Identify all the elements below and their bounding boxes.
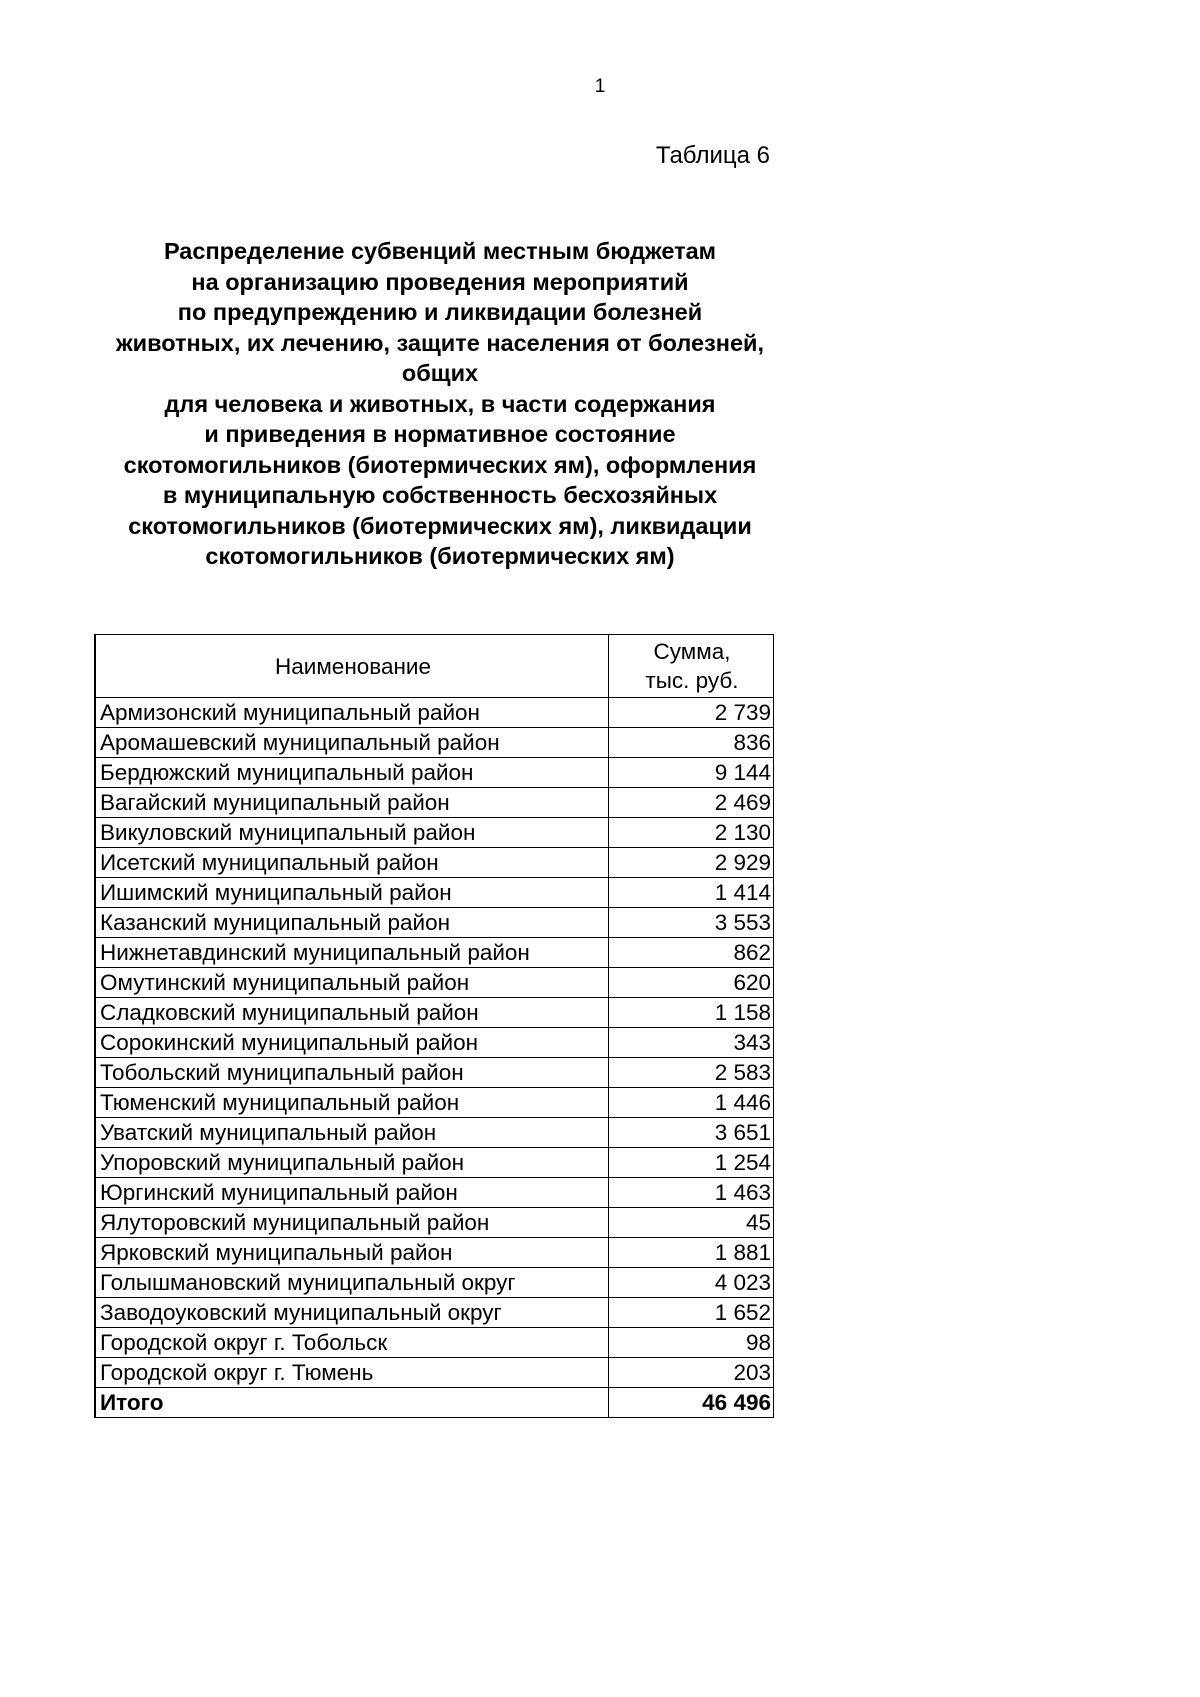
table-row: [95, 818, 774, 848]
row-name: Голышмановский муниципальный округ: [95, 1268, 609, 1298]
title-line: скотомогильников (биотермических ям): [205, 543, 675, 569]
row-name: Исетский муниципальный район: [95, 848, 609, 878]
header-sum-line2: тыс. руб.: [645, 668, 739, 693]
row-name: Бердюжский муниципальный район: [95, 758, 609, 788]
table-row: [95, 1178, 774, 1208]
title-line: для человека и животных, в части содержания: [164, 390, 716, 417]
table-row: [95, 1118, 774, 1148]
row-name: Армизонский муниципальный район: [95, 698, 609, 728]
row-name: Казанский муниципальный район: [95, 908, 609, 938]
title-line: Распределение субвенций местным бюджетам: [163, 238, 717, 264]
row-name: Омутинский муниципальный район: [95, 968, 609, 998]
total-name: Итого: [95, 1388, 609, 1418]
table-row: [95, 788, 774, 818]
header-name: Наименование: [95, 635, 609, 698]
row-sum: 1 446: [609, 1088, 774, 1118]
table-row: [95, 1358, 774, 1388]
row-sum: 2 469: [609, 788, 774, 818]
title-line: скотомогильников (биотермических ям), оформления: [123, 451, 757, 478]
title-line: и приведения в нормативное состояние: [204, 421, 676, 447]
row-name: Аромашевский муниципальный район: [95, 728, 609, 758]
row-name: Заводоуковский муниципальный округ: [95, 1298, 609, 1328]
table-row: [95, 1148, 774, 1178]
row-name: Тобольский муниципальный район: [95, 1058, 609, 1088]
table-row: [95, 1268, 774, 1298]
row-sum: 3 651: [609, 1118, 774, 1148]
page-number: 1: [594, 76, 606, 97]
row-name: Ялуторовский муниципальный район: [95, 1208, 609, 1238]
row-sum: 343: [609, 1028, 774, 1058]
header-sum-line1: Сумма,: [653, 639, 731, 664]
table-label: Таблица 6: [655, 142, 770, 169]
title-line: на организацию проведения мероприятий: [191, 268, 689, 295]
title-line: по предупреждению и ликвидации болезней: [177, 299, 703, 325]
row-sum: 4 023: [609, 1268, 774, 1298]
row-sum: 203: [609, 1358, 774, 1388]
row-sum: 862: [609, 938, 774, 968]
row-sum: 1 414: [609, 878, 774, 908]
row-sum: 1 463: [609, 1178, 774, 1208]
row-name: Сладковский муниципальный район: [95, 998, 609, 1028]
table-row: [95, 1328, 774, 1358]
row-name: Ишимский муниципальный район: [95, 878, 609, 908]
row-name: Вагайский муниципальный район: [95, 788, 609, 818]
row-sum: 1 158: [609, 998, 774, 1028]
row-name: Сорокинский муниципальный район: [95, 1028, 609, 1058]
row-sum: 45: [609, 1208, 774, 1238]
table-row: [95, 1208, 774, 1238]
row-sum: 1 652: [609, 1298, 774, 1328]
row-name: Уватский муниципальный район: [95, 1118, 609, 1148]
table-row: [95, 968, 774, 998]
table-row: [95, 878, 774, 908]
title-line: в муниципальную собственность бесхозяйных: [162, 482, 718, 508]
table-row: [95, 1058, 774, 1088]
row-name: Викуловский муниципальный район: [95, 818, 609, 848]
row-sum: 2 739: [609, 698, 774, 728]
row-sum: 2 583: [609, 1058, 774, 1088]
total-row: [95, 1388, 774, 1418]
table-row: [95, 1088, 774, 1118]
row-name: Тюменский муниципальный район: [95, 1088, 609, 1118]
row-sum: 2 130: [609, 818, 774, 848]
table-header-row: [95, 635, 774, 698]
row-name: Городской округ г. Тобольск: [95, 1328, 609, 1358]
table-row: [95, 848, 774, 878]
total-sum: 46 496: [609, 1388, 774, 1418]
title-line: скотомогильников (биотермических ям), ликвидации: [128, 512, 752, 539]
row-name: Нижнетавдинский муниципальный район: [95, 938, 609, 968]
row-sum: 620: [609, 968, 774, 998]
table-row: [95, 908, 774, 938]
row-name: Упоровский муниципальный район: [95, 1148, 609, 1178]
row-sum: 3 553: [609, 908, 774, 938]
table-row: [95, 938, 774, 968]
document-title: [40, 236, 840, 572]
row-name: Юргинский муниципальный район: [95, 1178, 609, 1208]
row-name: Ярковский муниципальный район: [95, 1238, 609, 1268]
title-line: животных, их лечению, защите населения от болезней,: [115, 329, 765, 356]
row-sum: 2 929: [609, 848, 774, 878]
table-row: [95, 998, 774, 1028]
table-body: [95, 698, 774, 1418]
row-sum: 836: [609, 728, 774, 758]
header-sum: [609, 635, 774, 698]
table-row: [95, 698, 774, 728]
table-row: [95, 1028, 774, 1058]
row-sum: 1 881: [609, 1238, 774, 1268]
table-row: [95, 758, 774, 788]
table-row: [95, 1238, 774, 1268]
row-name: Городской округ г. Тюмень: [95, 1358, 609, 1388]
table-row: [95, 1298, 774, 1328]
row-sum: 98: [609, 1328, 774, 1358]
table-row: [95, 728, 774, 758]
subventions-table: [94, 634, 774, 1418]
row-sum: 9 144: [609, 758, 774, 788]
title-line: общих: [401, 360, 479, 386]
row-sum: 1 254: [609, 1148, 774, 1178]
